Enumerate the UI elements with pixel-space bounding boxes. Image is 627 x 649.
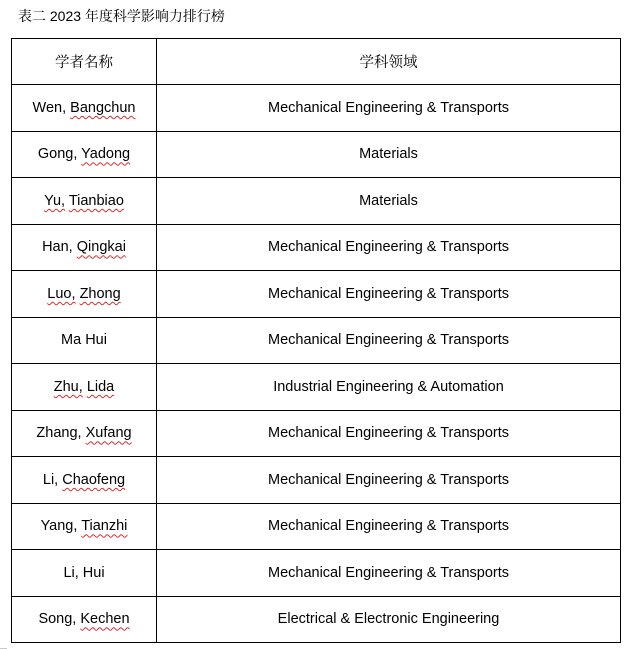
scholar-surname: Yang, — [40, 518, 78, 535]
table-row — [12, 550, 621, 597]
scholar-name-cell — [12, 364, 157, 411]
table-row — [12, 178, 621, 225]
table-row — [12, 85, 621, 132]
scholar-name-cell — [12, 410, 157, 457]
header-subject-field: 学科领域 — [157, 39, 621, 85]
scholar-surname: Zhang, — [36, 425, 82, 442]
subject-field-cell: Mechanical Engineering & Transports — [157, 271, 621, 318]
table-row — [12, 364, 621, 411]
table-row — [12, 224, 621, 271]
scholar-surname: Yu, — [44, 192, 66, 209]
ranking-table — [11, 38, 621, 643]
table-caption: 表二 2023 年度科学影响力排行榜 — [18, 8, 225, 24]
scholar-name-cell — [12, 550, 157, 597]
scholar-surname: Han, — [42, 239, 73, 256]
table-row — [12, 596, 621, 643]
scholar-given-name: Xufang — [85, 425, 132, 442]
scholar-name-cell — [12, 85, 157, 132]
scholar-given-name: Bangchun — [70, 99, 136, 116]
scholar-given-name: Hui — [85, 332, 107, 349]
scholar-given-name: Lida — [86, 378, 115, 395]
scholar-surname: Ma — [61, 332, 82, 349]
subject-field-cell: Electrical & Electronic Engineering — [157, 596, 621, 643]
scholar-name-cell — [12, 224, 157, 271]
table-row — [12, 317, 621, 364]
table-row — [12, 410, 621, 457]
scholar-given-name: Tianzhi — [81, 518, 128, 535]
subject-field-cell: Mechanical Engineering & Transports — [157, 410, 621, 457]
scholar-surname: Luo, — [47, 285, 76, 302]
subject-field-cell: Materials — [157, 131, 621, 178]
scholar-name-cell — [12, 271, 157, 318]
scholar-given-name: Hui — [82, 564, 105, 581]
scholar-name-cell — [12, 503, 157, 550]
scholar-given-name: Tianbiao — [68, 192, 124, 209]
scholar-surname: Wen, — [32, 99, 67, 116]
header-scholar-name: 学者名称 — [12, 39, 157, 85]
scholar-name-cell — [12, 457, 157, 504]
scholar-given-name: Kechen — [80, 611, 130, 628]
scholar-name-cell — [12, 178, 157, 225]
subject-field-cell: Mechanical Engineering & Transports — [157, 503, 621, 550]
scholar-surname: Li, — [63, 564, 79, 581]
scholar-surname: Gong, — [37, 146, 78, 163]
subject-field-cell: Mechanical Engineering & Transports — [157, 457, 621, 504]
subject-field-cell: Mechanical Engineering & Transports — [157, 85, 621, 132]
scholar-surname: Song, — [38, 611, 77, 628]
table-row — [12, 271, 621, 318]
table-header-row — [12, 39, 621, 85]
table-row — [12, 503, 621, 550]
scholar-given-name: Yadong — [81, 146, 131, 163]
scholar-surname: Zhu, — [53, 378, 83, 395]
scholar-name-cell — [12, 131, 157, 178]
subject-field-cell: Mechanical Engineering & Transports — [157, 224, 621, 271]
scholar-given-name: Chaofeng — [62, 471, 126, 488]
scholar-given-name: Qingkai — [76, 239, 126, 256]
scholar-given-name: Zhong — [79, 285, 121, 302]
table-row — [12, 457, 621, 504]
subject-field-cell: Materials — [157, 178, 621, 225]
subject-field-cell: Industrial Engineering & Automation — [157, 364, 621, 411]
scholar-name-cell — [12, 317, 157, 364]
table-row — [12, 131, 621, 178]
subject-field-cell: Mechanical Engineering & Transports — [157, 550, 621, 597]
scholar-surname: Li, — [42, 471, 59, 488]
table-body — [12, 85, 621, 643]
subject-field-cell: Mechanical Engineering & Transports — [157, 317, 621, 364]
scholar-name-cell — [12, 596, 157, 643]
